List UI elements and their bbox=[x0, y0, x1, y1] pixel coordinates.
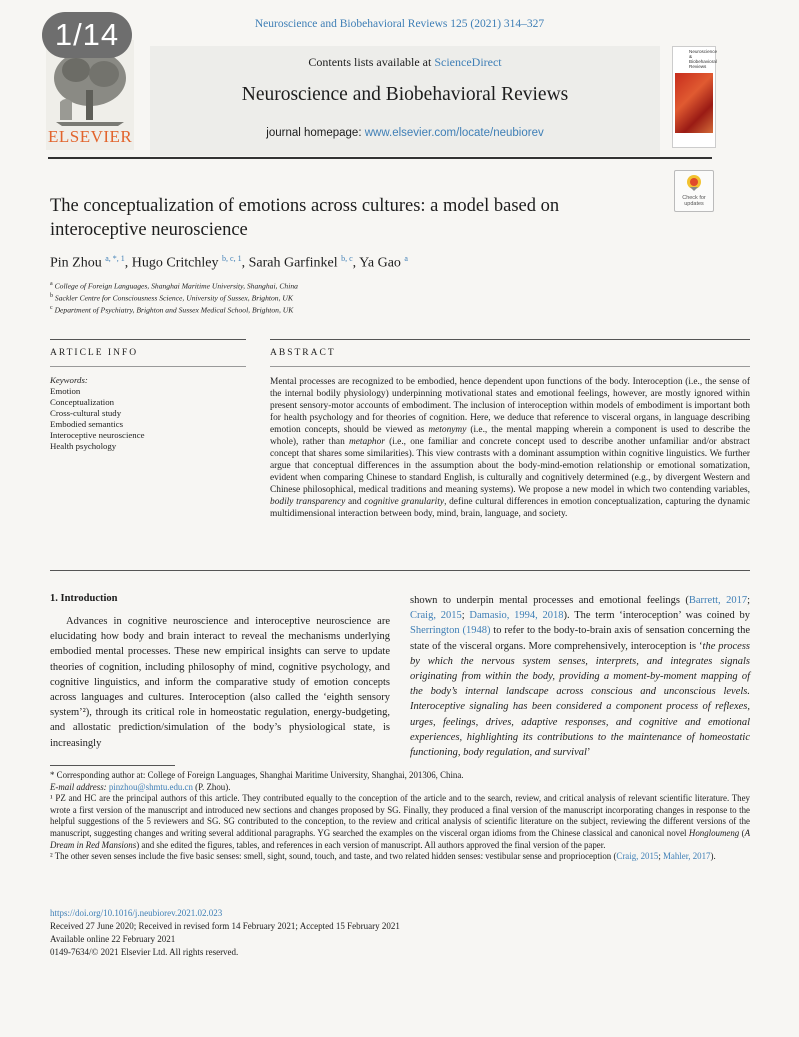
contents-lists-line bbox=[150, 55, 660, 70]
journal-homepage-line bbox=[150, 127, 660, 139]
article-info-subrule bbox=[50, 366, 246, 367]
footnote-2 bbox=[50, 851, 750, 863]
affil-text: Department of Psychiatry, Brighton and Sussex Medical School, Brighton, UK bbox=[54, 305, 294, 315]
intro-left-column bbox=[50, 614, 390, 751]
copyright: 0149-7634/© 2021 Elsevier Ltd. All rights reserved. bbox=[50, 947, 239, 957]
intro-paragraph: Advances in cognitive neuroscience and interoceptive neuroscience are elucidating how body and brain interact to reveal the mechanisms underlying embodied mental processes. These new empirical insights can serve to update theories of cognition, including philosophy of mind, cognitive psychology, and cognitive linguistics, and inform the comparative study of emotion concepts across languages and cultures. Interoception (also called the ‘eighth sensory system’²), through its critical role in homeostatic regulation, energy-budgeting, and allostatic prediction/simulation of the body’s physiological state, is increasingly bbox=[50, 616, 390, 749]
abstract-emphasis: metaphor bbox=[348, 437, 385, 447]
email-label: E-mail address: bbox=[50, 781, 109, 792]
abstract-emphasis: metonymy bbox=[428, 425, 467, 435]
check-for-updates-button[interactable] bbox=[674, 170, 714, 212]
affil-text: Sackler Centre for Consciousness Science, University of Sussex, Brighton, UK bbox=[54, 293, 293, 303]
footnote-emphasis: A Dream in Red Mansions bbox=[50, 827, 750, 850]
email-link[interactable]: pinzhou@shmtu.edu.cn bbox=[108, 781, 193, 792]
abstract-subrule bbox=[270, 366, 750, 367]
contents-prefix: Contents lists available at bbox=[308, 55, 435, 69]
quoted-definition: the process by which the nervous system senses, interprets, and integrates signals originating from within the body, providing a moment-by-moment mapping of the body’s internal landscape across conscious and unconscious levels. Interoceptive signaling has been considered a component process of reflexes, urges, feelings, drives, adaptive responses, and cognitive and emotional experiences, highlighting its contributions to the maintenance of homeostatic functioning, body regulation, and survival bbox=[410, 640, 750, 759]
keyword: Emotion bbox=[50, 386, 81, 396]
footnote-text: ¹ PZ and HC are the principal authors of this article. They contributed equally to the conception of the article and to the search, review, and critical analysis of relevant scientific literature. They wrote a first version of the manuscript and introduced new sections and changes proposed by SG. Finally, they produced a final version of the manuscript incorporating changes in response to the helpful suggestions of the 5 reviewers and SG. SG contributed to the conception, to the review and critical analysis of scientific literature on the subject, reviewing the different versions of the manuscript, suggesting changes and writing several additional paragraphs. YG searched the examples on the visceral organ idioms from the Chinese classical and canonical novel bbox=[50, 793, 750, 838]
body-text: ’ bbox=[586, 747, 591, 759]
intro-paragraph bbox=[410, 593, 750, 760]
abstract-text: (i.e., the mental mapping wherein a component is used to describe the whole), rather than bbox=[270, 425, 750, 447]
author-affil-marks[interactable]: b, c bbox=[341, 254, 353, 263]
email-line bbox=[50, 782, 750, 794]
journal-reference: Neuroscience and Biobehavioral Reviews 125 (2021) 314–327 bbox=[254, 18, 545, 30]
sciencedirect-link[interactable]: ScienceDirect bbox=[434, 55, 502, 69]
author-name: Pin Zhou bbox=[50, 255, 102, 271]
homepage-prefix: journal homepage: bbox=[266, 127, 365, 139]
citation-link[interactable]: Mahler, 2017 bbox=[663, 851, 711, 862]
body-text: ). The term ‘interoception’ was coined by bbox=[563, 610, 751, 622]
header-rule bbox=[48, 157, 712, 159]
keywords-label: Keywords: bbox=[50, 375, 88, 385]
abstract-bottom-rule bbox=[50, 570, 750, 571]
abstract-emphasis: bodily transparency bbox=[270, 497, 346, 507]
title-line-2: interoceptive neuroscience bbox=[50, 220, 248, 240]
citation-link[interactable]: Sherrington (1948) bbox=[410, 625, 491, 637]
footnote-1 bbox=[50, 793, 750, 851]
article-title bbox=[50, 194, 650, 242]
journal-title: Neuroscience and Biobehavioral Reviews bbox=[241, 84, 569, 105]
check-updates-icon bbox=[686, 174, 702, 192]
article-info-heading: ARTICLE INFO bbox=[50, 348, 139, 358]
received-dates: Received 27 June 2020; Received in revised form 14 February 2021; Accepted 15 February 2021 bbox=[50, 921, 400, 931]
homepage-link[interactable]: www.elsevier.com/locate/neubiorev bbox=[364, 127, 544, 139]
email-suffix: (P. Zhou). bbox=[192, 781, 231, 792]
abstract-text: , define cultural differences in emotion conceptualization, capturing the dynamic multidimensional interaction between body, mind, brain, language, and society. bbox=[270, 497, 751, 519]
affiliation bbox=[50, 305, 293, 315]
author-name: Ya Gao bbox=[359, 255, 401, 271]
available-online: Available online 22 February 2021 bbox=[50, 934, 176, 944]
title-line-1: The conceptualization of emotions across cultures: a model based on bbox=[50, 196, 560, 216]
author-name: Sarah Garfinkel bbox=[248, 255, 338, 271]
footnote-text: ( bbox=[739, 827, 745, 838]
section-heading-introduction: 1. Introduction bbox=[50, 593, 118, 604]
footnotes bbox=[50, 770, 750, 863]
keyword: Conceptualization bbox=[50, 397, 115, 407]
citation-link[interactable]: Craig, 2015 bbox=[616, 851, 659, 862]
abstract-body bbox=[270, 376, 750, 520]
abstract-text: (i.e., one familiar and concrete concept used to describe another unfamiliar and/or abstract concept that shares some similarities). This view contrasts with a dominant assumption within cognitive linguistics. We further argue that conceptual differences in the assumption about the body-mind-emotion relationship or emotional somatization, evident when comparing Chinese to standard English, is culturally and cognitively determined (e.g., by divergent Western and Chinese philosophical, medical traditions and meaning systems). We propose a new model in which two contending variables, bbox=[270, 437, 750, 495]
article-info-rule bbox=[50, 339, 246, 340]
footnote-text: ; bbox=[658, 851, 664, 862]
author-affil-marks[interactable]: a bbox=[404, 254, 408, 263]
author-affil-marks[interactable]: a, *, 1 bbox=[105, 254, 125, 263]
citation-link[interactable]: Damasio, 1994, 2018 bbox=[469, 610, 564, 622]
abstract-rule bbox=[270, 339, 750, 340]
keyword: Health psychology bbox=[50, 441, 117, 451]
affil-mark: b bbox=[50, 293, 53, 299]
body-text: ; bbox=[461, 610, 470, 622]
author-name: Hugo Critchley bbox=[131, 255, 219, 271]
doi-link[interactable]: https://doi.org/10.1016/j.neubiorev.2021.02.023 bbox=[50, 908, 223, 918]
affil-mark: c bbox=[50, 305, 53, 311]
citation-link[interactable]: Barrett, 2017 bbox=[688, 595, 748, 606]
abstract-text: and bbox=[345, 497, 365, 507]
journal-cover-thumbnail bbox=[672, 46, 716, 148]
body-text: ; bbox=[747, 595, 750, 606]
body-text: to refer to the body-to-brain axis of sensation concerning the state of the visceral organs. More comprehensively, interoception is ‘ bbox=[410, 625, 750, 652]
affiliation bbox=[50, 281, 298, 291]
corresponding-author-note: * Corresponding author at: College of Foreign Languages, Shanghai Maritime University, Shanghai, 201306, China. bbox=[50, 770, 464, 780]
author-list: Pin Zhou $^{a, *, 1}$, Hugo Critchley $^{b, c, 1}$, Sarah Garfinkel $^{b, c}$, Ya Gao $^a$ bbox=[50, 254, 408, 271]
keyword: Cross-cultural study bbox=[50, 408, 122, 418]
affiliation bbox=[50, 293, 293, 303]
abstract-text: Mental processes are recognized to be embodied, hence dependent upon functions of the body. Interoception (i.e., the sense of the internal bodily physiology) underpinning motivational states and emotional feelings, however, are mostly ignored within present sensory-motor accounts of embodiment. The inclusion of interoception within models of embodiment is important both for health psychology and for theories of cognition. Here, we deduce that reference to visceral organs, in language describing emotion concepts, should be viewed as bbox=[270, 377, 750, 435]
cover-title: Neuroscience & Biobehavioral Reviews bbox=[673, 47, 715, 69]
abstract-emphasis: cognitive granularity bbox=[364, 497, 445, 507]
abstract-heading: ABSTRACT bbox=[270, 348, 336, 358]
elsevier-wordmark: ELSEVIER bbox=[48, 127, 133, 146]
footnote-text: ). bbox=[710, 851, 716, 862]
cover-image bbox=[675, 73, 713, 133]
page-counter-badge: 1/14 bbox=[42, 12, 132, 58]
keyword: Embodied semantics bbox=[50, 419, 124, 429]
author-affil-marks[interactable]: b, c, 1 bbox=[222, 254, 242, 263]
affil-text: College of Foreign Languages, Shanghai Maritime University, Shanghai, China bbox=[54, 281, 298, 291]
footnote-emphasis: Hongloumeng bbox=[688, 827, 740, 838]
footnote-text: ² The other seven senses include the five basic senses: smell, sight, sound, touch, and taste, and two related hidden senses: vestibular sense and proprioception ( bbox=[50, 851, 617, 862]
footnote-text: ) and she edited the figures, tables, and references in each version of manuscript. All authors approved the final version of the paper. bbox=[136, 839, 606, 850]
intro-right-column bbox=[410, 593, 750, 760]
citation-link[interactable]: Craig, 2015 bbox=[410, 610, 462, 622]
body-text: shown to underpin mental processes and emotional feelings ( bbox=[410, 595, 689, 606]
affil-mark: a bbox=[50, 281, 53, 287]
footnote-rule bbox=[50, 765, 175, 766]
check-updates-label: Check for updates bbox=[682, 195, 706, 207]
keyword: Interoceptive neuroscience bbox=[50, 430, 145, 440]
